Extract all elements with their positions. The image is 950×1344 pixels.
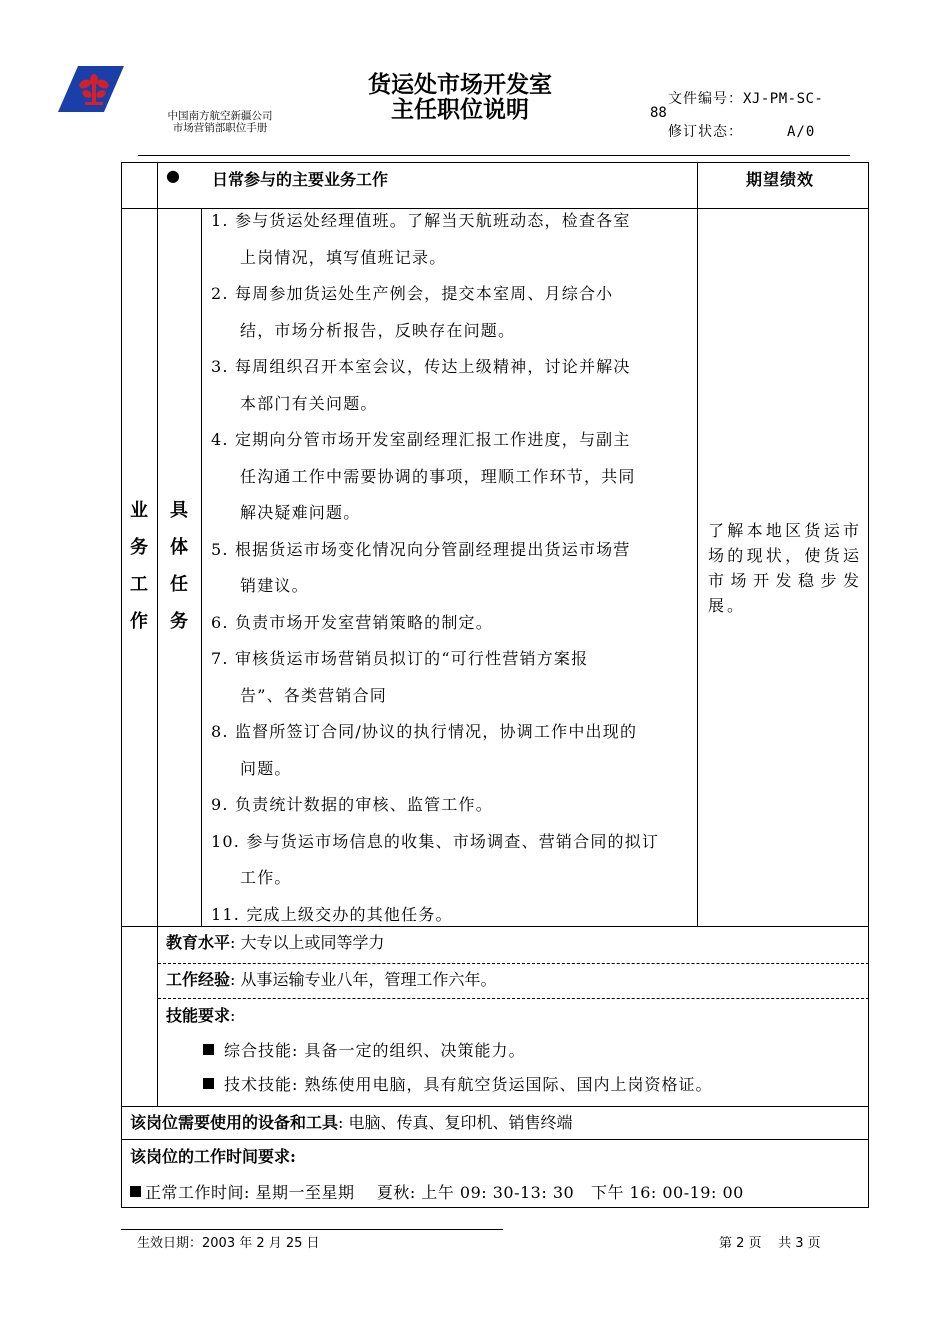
- table-border-right: [868, 162, 869, 1208]
- skill-item-1: 综合技能: 具备一定的组织、决策能力。: [203, 1038, 525, 1061]
- task-item-6: 6. 负责市场开发室营销策略的制定。: [211, 612, 493, 632]
- effective-date: 生效日期：2003 年 2 月 25 日: [137, 1236, 320, 1251]
- worktime-row: [130, 1180, 744, 1203]
- table-border-top: [121, 162, 869, 163]
- table-border-bottom: [121, 1207, 869, 1208]
- education-divider: [158, 963, 869, 964]
- document-number-value: XJ-PM-SC-: [743, 91, 824, 107]
- square-bullet-icon: [130, 1186, 141, 1197]
- square-bullet-icon: [203, 1078, 214, 1089]
- category-char-3: 工: [130, 574, 148, 595]
- square-bullet-icon: [203, 1044, 214, 1055]
- skills-row: [166, 1003, 235, 1026]
- experience-divider: [158, 998, 869, 999]
- worktime-label: 该岗位的工作时间要求:: [130, 1147, 296, 1166]
- header-rule: [138, 155, 850, 156]
- subcategory-char-2: 体: [170, 537, 188, 558]
- subcategory-char-4: 务: [170, 611, 188, 632]
- task-item-10: 10. 参与货运市场信息的收集、市场调查、营销合同的拟订 工作。: [211, 831, 660, 887]
- category-char-2: 务: [130, 537, 148, 558]
- document-number: [668, 88, 823, 108]
- revision-status: [668, 121, 815, 141]
- performance-column-divider: [697, 162, 698, 927]
- skills-bottom-divider: [121, 1106, 869, 1107]
- skills-colon: :: [230, 1006, 236, 1025]
- task-item-4: 4. 定期向分管市场开发室副经理汇报工作进度，与副主 任沟通工作中需要协调的事项，理顺工作环节，共同 解决疑难问题。: [211, 430, 636, 522]
- footer-rule: [121, 1229, 503, 1230]
- experience-label: 工作经验: [166, 970, 231, 989]
- category-column-divider: [157, 162, 158, 1107]
- revision-value: A/0: [787, 124, 816, 140]
- skill-item-2: 技术技能: 熟练使用电脑，具有航空货运国际、国内上岗资格证。: [203, 1072, 712, 1095]
- document-title-line1: 货运处市场开发室: [368, 72, 552, 98]
- expected-performance-text: 了解本地区货运市场的现状，使货运市场开发稳步发展。: [708, 521, 862, 615]
- subcategory-char-3: 任: [170, 574, 188, 595]
- document-number-continuation: 88: [650, 105, 667, 121]
- revision-label: 修订状态：: [668, 124, 743, 140]
- task-item-2: 2. 每周参加货运处生产例会，提交本室周、月综合小 结，市场分析报告，反映存在问题。: [211, 284, 614, 340]
- worktime-value: 正常工作时间: 星期一至星期 夏秋: 上午 09: 30-13: 30 下午 16: 00-19: 00: [145, 1183, 744, 1202]
- equipment-value: : 电脑、传真、复印机、销售终端: [338, 1113, 573, 1132]
- task-item-9: 9. 负责统计数据的审核、监管工作。: [211, 795, 493, 814]
- task-item-7: 7. 审核货运市场营销员拟订的“可行性营销方案报 告”、各类营销合同: [211, 649, 589, 705]
- expected-performance-heading: 期望绩效: [746, 170, 815, 189]
- document-title-line2: 主任职位说明: [391, 97, 529, 123]
- education-row: [166, 930, 385, 953]
- task-item-1: 1. 参与货运处经理值班。了解当天航班动态，检查各室 上岗情况，填写值班记录。: [211, 211, 631, 267]
- subcategory-column-divider: [201, 208, 202, 927]
- company-name: 中国南方航空新疆公司: [167, 110, 273, 122]
- experience-value: : 从事运输专业八年，管理工作六年。: [230, 970, 497, 989]
- manual-name: 市场营销部职位手册: [172, 122, 268, 134]
- table-border-left: [121, 162, 122, 1208]
- skills-label: 技能要求: [166, 1006, 231, 1025]
- task-list: [211, 203, 693, 933]
- document-number-label: 文件编号：: [668, 91, 743, 107]
- equipment-bottom-divider: [121, 1139, 869, 1140]
- subcategory-char-1: 具: [170, 500, 188, 521]
- header-bullet: ●: [166, 166, 180, 185]
- main-duties-heading: 日常参与的主要业务工作: [212, 170, 389, 189]
- category-char-4: 作: [130, 611, 148, 632]
- equipment-label: 该岗位需要使用的设备和工具: [130, 1113, 339, 1132]
- equipment-row: [130, 1110, 573, 1133]
- task-item-5: 5. 根据货运市场变化情况向分管副经理提出货运市场营 销建议。: [211, 539, 631, 595]
- task-item-11: 11. 完成上级交办的其他任务。: [211, 904, 453, 924]
- task-item-8: 8. 监督所签订合同/协议的执行情况，协调工作中出现的 问题。: [211, 722, 638, 778]
- task-item-3: 3. 每周组织召开本室会议，传达上级精神，讨论并解决 本部门有关问题。: [211, 357, 631, 413]
- education-label: 教育水平: [166, 933, 231, 952]
- education-value: : 大专以上或同等学力: [230, 933, 385, 952]
- experience-row: [166, 967, 497, 990]
- china-southern-logo-icon: [58, 66, 124, 112]
- category-char-1: 业: [130, 500, 148, 521]
- page-info: 第 2 页 共 3 页: [719, 1236, 821, 1251]
